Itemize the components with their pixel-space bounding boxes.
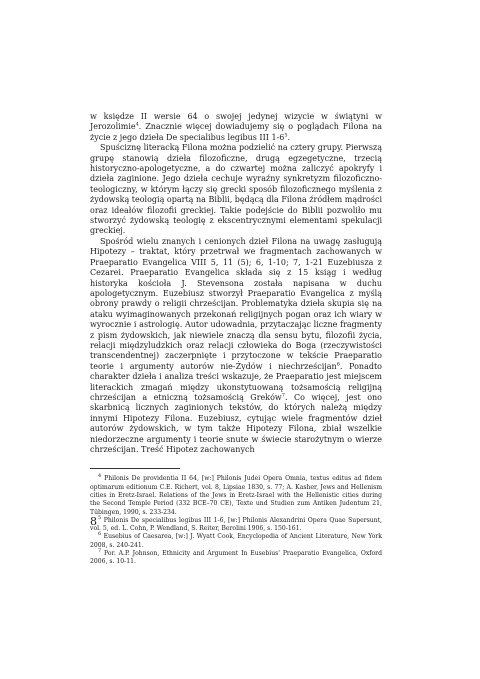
footnote-ref-5[interactable]: 5 xyxy=(284,132,288,139)
footnote-7 xyxy=(90,550,382,567)
paragraph-1-text-c: . xyxy=(287,132,291,142)
footnote-text: Philonis De specialibus legibus III 1-6, [w:] Philonis Alexandrini Opera Quae Supersunt, vol. 5, ed. L. Cohn, P. Wendland, S. Reiter, Berolini 1906, s. 150-161. xyxy=(90,516,382,533)
page-number: 8 xyxy=(90,515,97,528)
footnote-divider xyxy=(90,468,180,469)
footnote-text: Por. A.P. Johnson, Ethnicity and Argument In Eusebius' Praeparatio Evangelica, Oxford 2006, s. 10-11. xyxy=(90,550,382,566)
paragraph-1-text-b: . Znacznie więcej dowiadujemy się o poglądach Filona na życie z jego dzieła De specialibus legibus III 1-6 xyxy=(90,122,382,142)
footnote-number: 6 xyxy=(98,531,102,538)
footnote-text: Eusebius of Caesarea, [w:] J. Wyatt Cook, Encyclopedia of Ancient Literature, New York 2008, s. 240-241. xyxy=(90,533,382,549)
footnote-4 xyxy=(90,475,382,516)
page-content xyxy=(90,112,382,567)
paragraph-2-text: Spuściznę literacką Filona można podzielić na cztery grupy. Pierwszą grupę stanowią dzieła filozoficzne, drugą egzegetyczne, trzecią historyczno-apologetyczne, a do czwartej można zaliczyć apokryfy i dzieła zaginione. Jego dzieła cechuje wyraźny synkretyzm filozoficzno-teologiczny, w którym łączy się grecki sposób filozoficznego myślenia z żydowską teologią opartą na Biblii, będącą dla Filona źródłem mądrości oraz ideałów filozofii greckiej. Takie podejście do Biblii pozwoliło mu stworzyć żydowską teologię z ekscentrycznymi elementami spekulacji greckiej. xyxy=(90,143,382,236)
footnote-5 xyxy=(90,514,382,534)
footnote-text: Philonis De providentia II 64, [w:] Philonis Judei Opera Omnia, textus editus ad fidem optimarum editionum C.E. Richert, vol. 8, Lipsiae 1830, s. 77; A. Kasher, Jews and Hellenism cities in Eretz-Israel. Relations of the Jews in Eretz-Israel with the Hellenistic cities during the Second Temple Period (332 BCE–70 CE), Texte und Studien zum Antiken Judentum 21, Tübingen, 1990, s. 233-234. xyxy=(90,475,382,516)
paragraph-2 xyxy=(90,143,382,237)
footnote-number: 7 xyxy=(98,548,102,555)
paragraph-3 xyxy=(90,237,382,456)
paragraph-3-text-c: . Co więcej, jest ono skarbnicą licznych zaginionych tekstów, do których należą między innymi Hipotezy Filona. Euzebiusz, cytując wiele fragmentów dzieł autorów żydowskich, w tym także Hipotezy Filona, zbiał wszelkie niedorzeczne argumenty i teorie snute w świecie starożytnym o wierze chrześcijan. Treść Hipotez zachowanych xyxy=(90,392,382,454)
paragraph-1-text-a: w księdze II wersie 64 o swojej jedynej wizycie w świątyni w Jerozolimie xyxy=(90,112,382,132)
paragraph-1 xyxy=(90,112,382,143)
footnote-ref-4[interactable]: 4 xyxy=(135,121,139,128)
main-text xyxy=(90,112,382,455)
footnote-ref-6[interactable]: 6 xyxy=(336,361,340,368)
footnote-number: 5 xyxy=(98,514,102,521)
footnote-6 xyxy=(90,533,382,550)
footnotes xyxy=(90,475,382,566)
paragraph-3-text-b: . Ponadto charakter dzieła i analiza treści wskazuje, że Praeparatio jest miejscem literackich zmagań między ukonstytuowaną tożsamością religijną chrześcijan a etniczną tożsamością Greków xyxy=(90,361,382,402)
footnote-number: 4 xyxy=(98,473,102,480)
paragraph-3-text-a: Spośród wielu znanych i cenionych dzieł Filona na uwagę zasługują Hipotezy – traktat, który przetrwał we fragmentach zachowanych w Praeparatio Evangelica VIII 5, 11 (5); 6, 1-10; 7, 1-21 Euzebiusza z Cezarei. Praeparatio Evangelica składa się z 15 ksiąg i według historyka kościoła J. Stevensona została napisana w duchu apologetycznym. Euzebiusz stworzył Praeparatio Evangelica z myślą obrony prawdy o religii chrześcijan. Problematyka dzieła skupia się na ataku wyimaginowanych przekonań religijnych pogan oraz ich wiary w wyrocznie i astrologię. Autor udowadnia, przytaczając liczne fragmenty z pism żydowskich, jak niewiele znaczą dla sensu bytu, filozofii życia, relacji międzyludzkich oraz relacji człowieka do Boga (rzeczywistości transcendentnej) zaczerpnięte i przytoczone w tekście Praeparatio teorie i argumenty autorów nie-Żydów i niechrześcijan xyxy=(90,236,382,371)
footnote-ref-7[interactable]: 7 xyxy=(281,392,285,399)
